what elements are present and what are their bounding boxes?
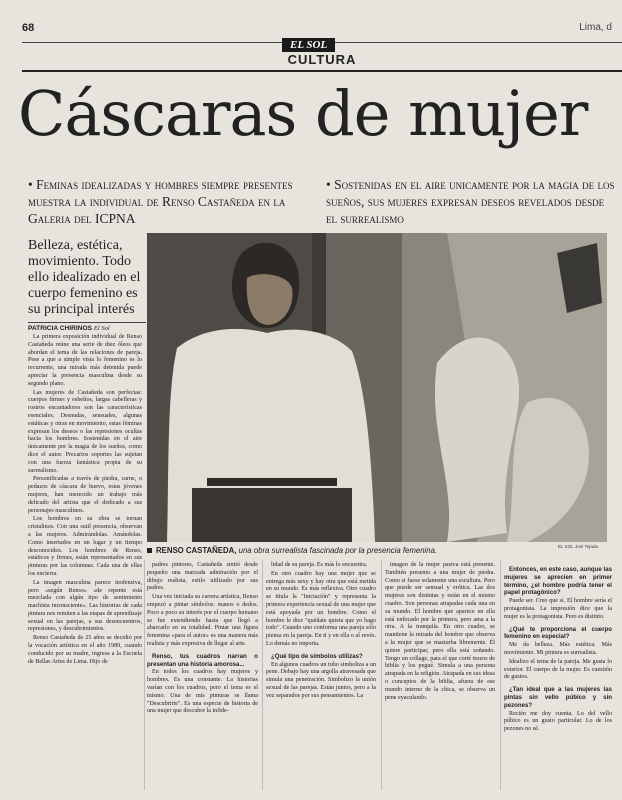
paragraph: Puede ser. Creo que sí. El hombre sería el protagonista. La impresión dice que la mujer es la protagonista. Pero es distinto. — [504, 598, 612, 620]
caption-text: una obra surrealista fascinada por la presencia femenina. — [238, 546, 438, 555]
interview-question: Entonces, en este caso, aunque las mujeres se aprecien en primer término, ¿el hombre podría tener el papel protagónico? — [504, 566, 612, 597]
photo-illustration — [147, 233, 607, 542]
byline — [28, 322, 146, 332]
paragraph: Las mujeres de Castañeda son perfectas: cuerpos firmes y esbeltos, largas cabelleras y rostros encantadores son las características esenciales. Desnudas, sensuales, algunas estáticas y otras en movimiento, estas féminas expresan los deseos o las represiones ocultas hacia los hombres. Sostenidas en el aire únicamente por la magia de los sueños, como dice el autor. Precarios soportes las sujetan con una fuerza fantástica propia de su surrealismo. — [28, 389, 142, 474]
deck-left: • Feminas idealizadas y hombres siempre presentes muestra la individual de Renso Castañeda en la Galeria del ICPNA — [28, 177, 293, 226]
paragraph: padres pintores, Castañeda sintió desde pequeño una marcada admiración por el dibujo realista, estilo utilizado por sus padres. — [147, 562, 258, 592]
paragraph: La imagen masculina parece inofensiva, pero «según Renso» «de repente está mezclada con algún tipo de sentimiento machista inconsciente». Las historias de cada pintura nos remiten a las etapas de aprendizaje sexual en las parejas, a sus desencuentros, represiones, y descubrimientos. — [28, 579, 142, 633]
artist-photo — [147, 233, 607, 542]
section-rule — [22, 70, 622, 72]
interview-question: ¿Qué tipo de símbolos utilizas? — [271, 652, 363, 660]
page-number: 68 — [22, 22, 35, 34]
interview-question: ¿Qué te proporciona el cuerpo femenino en especial? — [504, 625, 612, 641]
deck-right: • Sostenidas en el aire unicamente por la magia de los sueños, sus mujeres expresan deseos revelados desde el surrealismo — [326, 177, 615, 226]
paragraph: lidad de su pareja. Es más lo encuentra. — [271, 562, 368, 568]
paragraph: Los hombres en su obra se tornan cristalinos. Con una sutil presencia, observan a las mujeres. Admirándolas. Amándolas. Como insertados en un lugar y un tiempo desconocidos. Los hombres de Renso, estáticos y firmes, están representados en sus pinturas por las columnas. Cada una de ellas los encierra. — [28, 516, 142, 577]
newspaper-logo: EL SOL — [282, 38, 335, 52]
paragraph: La primera exposición individual de Renso Castañeda reúne una serie de diez óleos que abordan el tema de las relaciones de pareja. Pese a que a simple vista lo femenino es lo recurrente, una mirada más detenida puede apreciar la presencia masculina desde su segundo plano. — [28, 334, 142, 387]
article-column-4 — [385, 562, 495, 703]
photo-caption — [147, 546, 607, 555]
paragraph: Renso Castañeda de 25 años se decidió por la vocación artística en el año 1989, cuando conducido por su madre, ingresa a la Escuela de Bellas Artes de Lima. Hijo de — [28, 635, 142, 665]
paragraph: En algunos cuadros un tubo simboliza a un pene. Debajo hay una argolla atravesada que simula una penetración. Simbolizo la unión sexual de las parejas. Están juntos, pero a la vez separados por sus pensamientos. La — [266, 661, 376, 699]
dateline-location: Lima, d — [579, 22, 612, 33]
column-divider — [262, 560, 263, 790]
article-column-2 — [147, 562, 258, 717]
interview-question: ¿Tan ideal que a las mujeres las pintas sin vello púbico y sin pezones? — [504, 686, 612, 709]
column-divider — [144, 560, 145, 790]
byline-author: PATRICIA CHIRINOS — [28, 325, 92, 332]
photo-credit: EL SOL Joel Tejada — [557, 544, 598, 549]
lead-quote: Belleza, estética, movimiento. Todo ello idealizado en el cuerpo femenino es su principal interés — [28, 238, 141, 317]
paragraph: Idealizo el tema de la pareja. Me gusta lo exterior. El cuerpo de la mujer. Es cuestión de gustos. — [504, 658, 612, 681]
paragraph: Me da belleza. Más estética. Más movimiento. Mi pintura es surrealista. — [504, 642, 612, 656]
article-column-5 — [504, 562, 612, 735]
paragraph: En otro cuadro hay una mujer que se entrega más sexy y hay otra que está metida en su mundo. Es más reflexiva. Otro cuadro se titula la "Iniciación" y representa la primera experiencia sexual de una mujer que está apoyada por un hombre. Como el hombre le dice "quédate quieta que yo hago todo". Cuando uno conforma una pareja sólo piensa en la pareja. En ti y en ella o al revés. Lo demás no importa. — [266, 570, 376, 647]
article-column-3 — [266, 562, 376, 702]
paragraph: imagen de la mujer pasiva está presente. También presento a una mujer de piedra. Como si fuese solamente una escultura. Pero que puede ser sensual y erótica. Las dos mujeres son distintas y están en el mismo cuadro. Son personas atrapadas cada una en su mundo. El hombre que aparece en ella está enfocado por la primera, pero ama a la otra. A la tranquila. En otro cuadro, se mantiene la mirada del hombre que observa a la mujer que se masturba libremente. Él quiere participar, pero ella está soñando. Tengo un collage, para el que corté trozos de biblia y los pegué. Simula a una persona atrapada en la religión. Atrapada en sus ideas o conceptos de la biblia, afuera de ese mundo interno de la chica, se observa un pene eyaculando. — [385, 562, 495, 701]
byline-outlet: El Sol — [93, 325, 110, 332]
paragraph: En todos los cuadros hay mujeres y hombres. Es una constante. La historias varían con los cuadros, pero el tema es el mismo. Una de mis pinturas se llama "Descubrirte". Es una especie de historia de una mujer que descubre la infide- — [147, 669, 258, 715]
interview-question: Renso, tus cuadros narran o presentan una historia amorosa... — [147, 652, 258, 668]
paragraph: Una vez iniciada su carrera artística, Renso empezó a pintar símbolos: manos o dedos. Poco a poco su interés por el cuerpo humano se fue extendiendo hasta que llegó a abarcarlo en su totalidad. Pintar una figura femenina «para el autor» es una manera más realista y más expresiva de llegar al arte. — [147, 594, 258, 647]
column-divider — [381, 560, 382, 790]
caption-name: RENSO CASTAÑEDA, — [156, 546, 237, 555]
section-title: CULTURA — [287, 52, 357, 67]
article-column-1 — [28, 334, 142, 667]
column-divider — [500, 560, 501, 790]
headline: Cáscaras de mujer — [18, 77, 588, 150]
paragraph: Personificadas a través de piedra, carne, o pedazos de cáscara de huevo, estas jóvenes mujeres, han merecido un trabajo más delicado del artista que el dedicado a sus personajes masculinos. — [28, 476, 142, 514]
caption-bullet-icon — [147, 548, 152, 553]
paragraph: Recién me doy cuenta. Lo del vello púbico es un gusto particular. Lo de los pezones no sé. — [504, 710, 612, 733]
